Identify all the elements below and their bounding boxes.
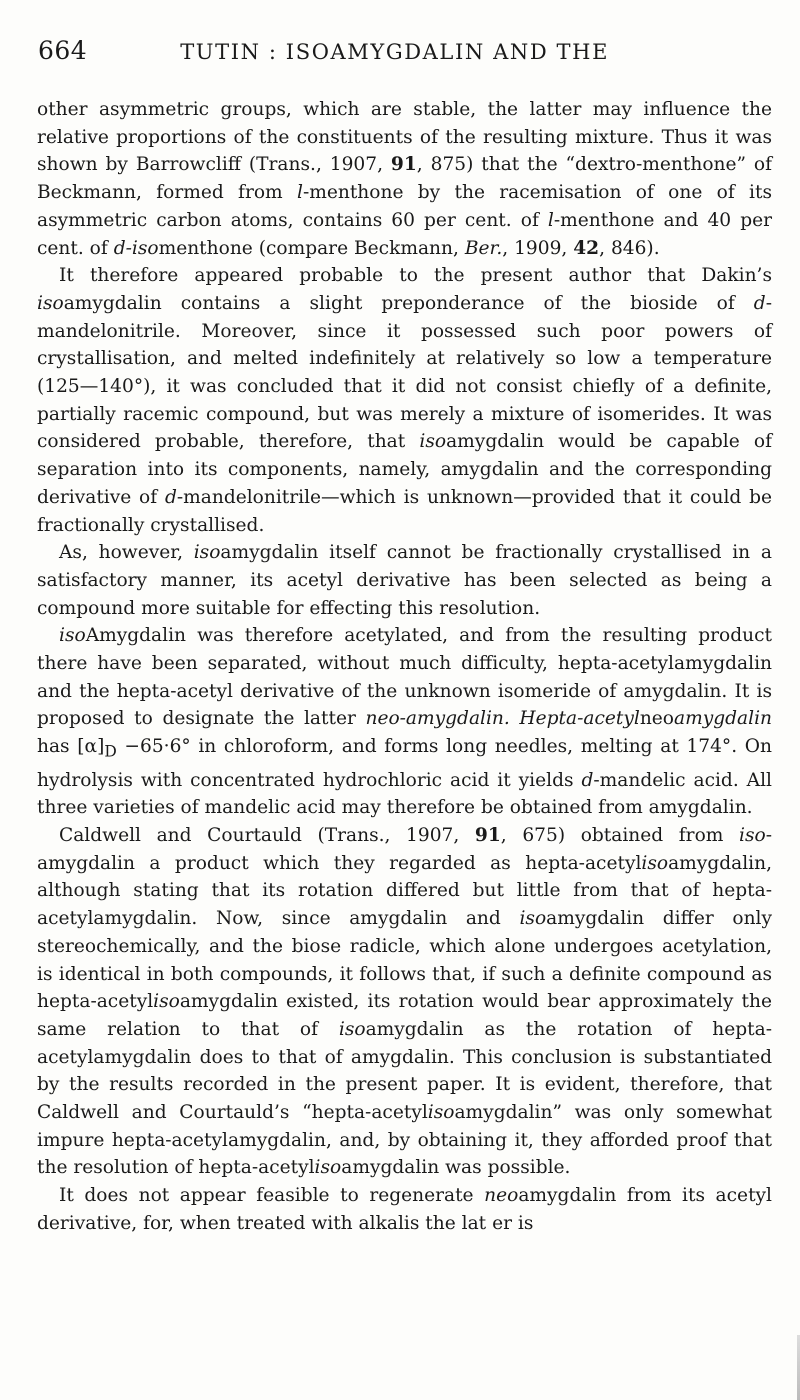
text-segment: iso	[193, 542, 221, 564]
text-segment: menthone (compare Beckmann,	[158, 237, 465, 259]
text-segment: d	[581, 769, 594, 791]
text-segment: has [α]	[37, 736, 105, 758]
paragraph-6	[37, 1182, 772, 1237]
text-segment: iso	[739, 825, 766, 846]
text-segment: 91	[474, 825, 501, 846]
text-segment: d	[753, 292, 766, 314]
text-segment: iso	[427, 1102, 455, 1124]
paragraph-5	[37, 822, 772, 1182]
text-segment: other asymmetric groups, which are stable, the latter may influence the relative proportions of the constituents of the resulting mixture. Thus it was shown by Barrowcliff (Trans., 1907,	[37, 99, 772, 176]
text-segment: amygdalin” was only somewhat impure hepta-acetylamygdalin, and, by obtaining it, they afforded proof that the resolution of hepta-acetyl	[37, 1102, 772, 1179]
text-segment: It therefore appeared probable to the present author that Dakin’s	[59, 265, 772, 287]
text-segment: l	[547, 209, 554, 231]
body-text	[37, 96, 772, 1238]
text-segment: iso	[314, 1157, 342, 1179]
text-segment: −65·6° in chloroform, and forms long needles, melting at 174°. On hydrolysis with concentrated hydrochloric acid it yields	[37, 736, 773, 791]
running-title: TUTIN : ISOAMYGDALIN AND THE	[180, 40, 610, 64]
text-segment: amygdalin existed, its rotation would bear approximately the same relation to that of	[37, 991, 772, 1040]
text-segment: Ber.	[464, 237, 503, 259]
text-segment: neo	[639, 708, 675, 730]
text-segment: , 1909,	[502, 237, 574, 259]
text-segment: iso	[153, 991, 180, 1013]
text-segment: -mandelonitrile—which is unknown—provided that it could be fractionally crystallised.	[37, 486, 773, 536]
text-segment: amygdalin itself cannot be fractionally crystallised in a satisfactory manner, its acetyl derivative has been selected as being a compound more suitable for effecting this resolution.	[37, 542, 772, 619]
text-segment: amygdalin would be capable of separation into its components, namely, amygdalin and the corresponding derivative of	[37, 431, 772, 508]
text-segment: iso	[338, 1018, 366, 1040]
text-segment: -menthone by the racemisation of one of its asymmetric carbon atoms, contains 60 per cent. of	[37, 182, 772, 231]
text-segment: amygdalin contains a slight preponderance of the bioside of	[63, 292, 754, 314]
page-header	[38, 36, 762, 68]
text-segment: Caldwell and Courtauld (Trans., 1907,	[59, 825, 475, 846]
text-segment: iso	[519, 908, 547, 930]
text-segment: iso	[641, 852, 669, 874]
text-segment: Amygdalin was therefore acetylated, and from the resulting product there have been separated, without much difficulty, hepta-acetylamygdalin and the hepta-acetyl derivative of the unknown isomeride of amygdalin. It is proposed to designate the latter	[37, 625, 772, 730]
text-segment: amygdalin from its acetyl derivative, for, when treated with alkalis the lat er is	[37, 1185, 772, 1234]
text-segment: iso	[419, 431, 447, 453]
text-segment: amygdalin was possible.	[341, 1157, 571, 1179]
paragraph-3	[37, 539, 772, 622]
text-segment: It does not appear feasible to regenerate	[59, 1185, 485, 1207]
page-number: 664	[38, 36, 88, 65]
text-segment: , 846).	[599, 237, 660, 259]
text-segment: 91	[390, 154, 417, 176]
text-segment: iso	[37, 292, 64, 314]
text-segment: d	[164, 486, 177, 508]
text-segment: amygdalin differ only stereochemically, and the biose radicle, which alone undergoes acetylation, is identical in both compounds, it follows that, if such a definite compound as hepta-acetyl	[37, 908, 773, 1013]
text-segment: -menthone and 40 per cent. of	[37, 209, 773, 259]
paragraph-4	[37, 622, 772, 822]
text-segment: -mandelic acid. All three varieties of mandelic acid may therefore be obtained from amygdalin.	[37, 769, 772, 819]
text-segment: amygdalin, although stating that its rotation differed but little from that of hepta-acetylamygdalin. Now, since amygdalin and	[37, 852, 772, 930]
text-segment: -amygdalin a product which they regarded as hepta-acetyl	[37, 825, 772, 874]
text-segment: amygdalin as the rotation of hepta-acetylamygdalin does to that of amygdalin. This conclusion is substantiated by the results recorded in the present paper. It is evident, therefore, that Caldwell and Courtauld’s “hepta-acetyl	[37, 1018, 772, 1124]
paragraph-1	[37, 96, 772, 262]
text-segment: 42	[573, 237, 600, 259]
text-segment: iso	[59, 625, 86, 647]
text-segment: l	[296, 182, 303, 204]
text-segment: , 675) obtained from	[500, 825, 740, 846]
text-segment: d-iso	[113, 237, 159, 259]
text-segment: D	[104, 742, 117, 761]
paragraph-2	[37, 262, 772, 539]
text-segment: As, however,	[59, 542, 194, 564]
text-segment: neo	[484, 1185, 519, 1207]
text-segment: neo-amygdalin. Hepta-acetyl	[365, 708, 640, 730]
text-segment: amygdalin	[674, 708, 772, 730]
text-segment: -mandelonitrile. Moreover, since it possessed such poor powers of crystallisation, and melted indefinitely at relatively so low a temperature (125—140°), it was concluded that it did not consist chiefly of a definite, partially racemic compound, but was merely a mixture of isomerides. It was considered probable, therefore, that	[37, 292, 772, 453]
text-segment: , 875) that the “dextro-menthone” of Beckmann, formed from	[37, 154, 772, 204]
